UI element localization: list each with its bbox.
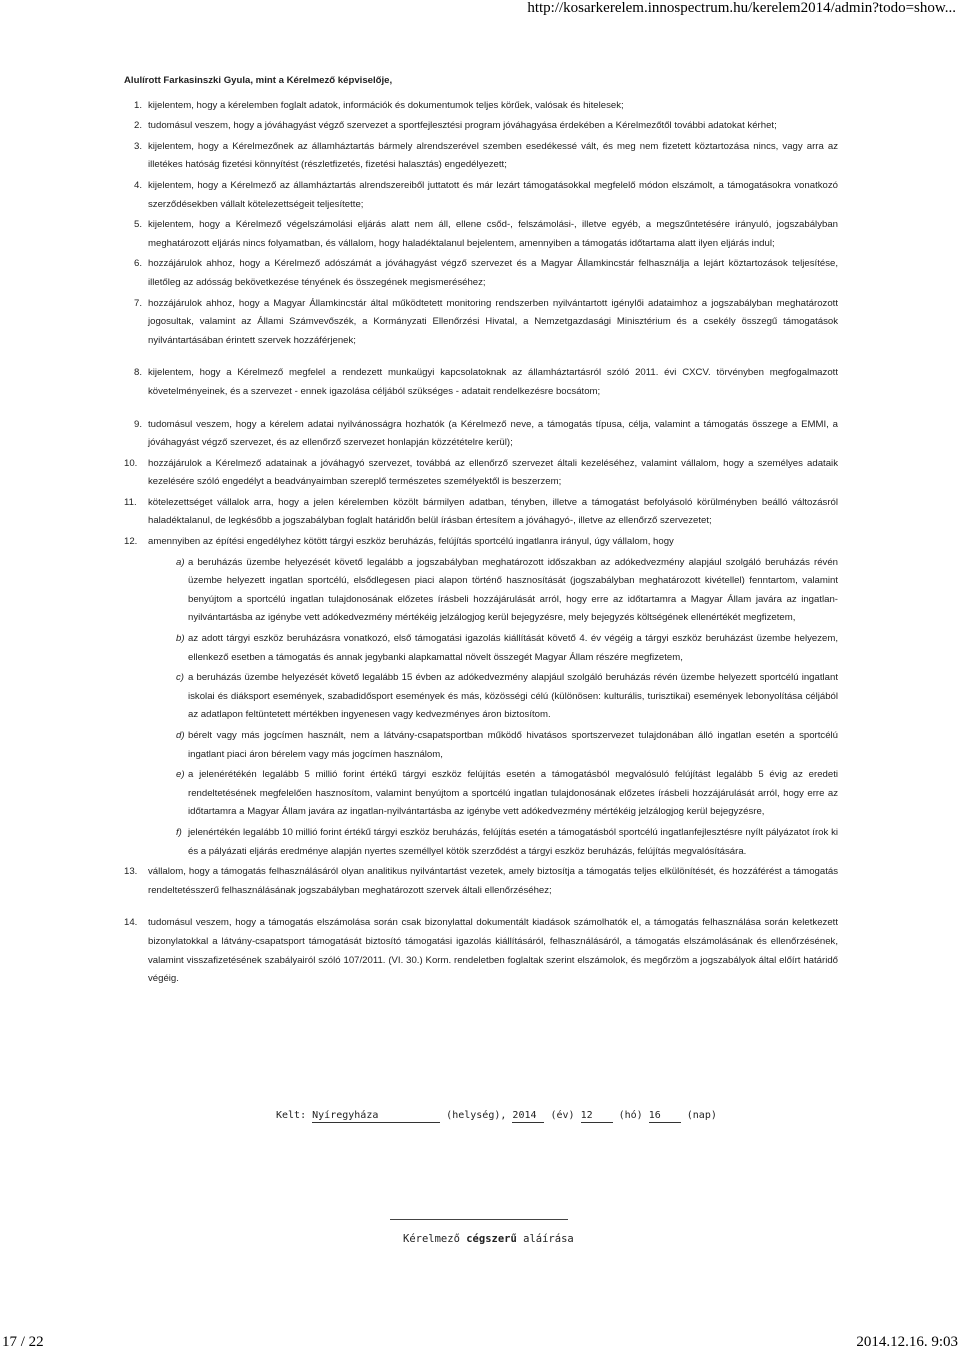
declaration-item-5 [124,216,838,253]
item-text: tudomásul veszem, hogy a kérelem adatai nyilvánosságra hozhatók (a Kérelmező neve, a támogatás típusa, célja, valamint a támogatás összege a EMMI, a jóváhagyást végző szervezet, és az ellenőrző szervezet honlapján közzétételre kerül); [148,418,838,449]
subitem-f [124,824,838,861]
signature-label-post: aláírása [523,1233,574,1245]
item-number: 7. [134,297,143,309]
item-text: kötelezettséget vállalok arra, hogy a jelen kérelemben közölt bármilyen adatban, tényben, illetve a támogatást befolyásoló körülményben beálló változásról haladéktalanul, de legkésőbb a jogszabályban foglalt határidőn belül írásban értesítem a jóváhagyó-, illetve az ellenőrző szervezetet; [148,496,838,527]
item-number: 14. [124,917,138,929]
item-text: kijelentem, hogy a Kérelmező megfelel a rendezett munkaügyi kapcsolatoknak az államháztartásról szóló 2011. évi CXCV. törvényben megfogalmazott követelményeinek, és a szervezet - ennek igazolása céljából szükséges - adatait rendelkezésre bocsátom; [148,367,838,397]
signature-label-bold: cégszerű [466,1233,517,1245]
place-field: Nyíregyháza [312,1110,440,1123]
declaration-item-4 [124,177,838,214]
item-text: tudomásul veszem, hogy a támogatás elszámolása során csak bizonylattal dokumentált kiadások számolhatók el, a támogatás felhasználása során keletkezett bizonylatokkal a látvány-csapatsport támogatását biztosító támogatási igazolás kiállításáról, felhasználásáról, a támogatás elszámolásának és ellenőrzésének, valamint visszafizetésének szabályairól szóló 107/2011. (VI. 30.) Korm. rendeletben foglaltak szerint elszámolok, és megőrzöm a jogszabályok által előírt határidő végéig. [148,917,838,985]
kelt-label: Kelt: [276,1110,307,1121]
item-number: 6. [134,258,143,270]
item-text: hozzájárulok a Kérelmező adatainak a jóváhagyó szervezet, továbbá az ellenőrző szervezet általi kezeléséhez, valamint vállalom, hogy a személyes adataik kezelésére szóló engedélyt a beadványaimban szereplő természetes személyektől is beszerzem; [148,457,838,488]
declaration-item-13 [124,863,838,900]
year-field: 2014 [512,1110,544,1123]
declaration-item-11 [124,494,838,531]
item-text: kijelentem, hogy a kérelemben foglalt adatok, információk és dokumentumok teljes körűek, valósak és hitelesek; [148,99,624,111]
print-url-header: http://kosarkerelem.innospectrum.hu/kerelem2014/admin?todo=show... [527,0,956,16]
subitem-letter: e) [176,769,185,781]
item-text: kijelentem, hogy a Kérelmezőnek az államháztartás bármely alrendszerével szemben esedékessé vált, és meg nem fizetett köztartozása nincs, vagy arra az illetékes hatóság fizetési könnyítést (részletfizetés, fizetési halasztás) engedélyezett; [148,140,838,171]
item-number: 3. [134,140,143,152]
month-label: (hó) [618,1110,643,1121]
item-text: hozzájárulok ahhoz, hogy a Magyar Államkincstár által működtetett monitoring rendszerben nyilvántartott igénylői adataimhoz a jogszabályban meghatározott jogosultak, valamint az Állami Számvevőszék, a Kormányzati Ellenőrzési Hivatal, a Nemzetgazdasági Minisztérium és a csekély összegű támogatások nyilvántartásában érintett szervek hozzáférjenek; [148,297,838,346]
declaration-item-7 [124,295,838,351]
declaration-item-14 [124,914,838,988]
print-datetime: 2014.12.16. 9:03 [856,1334,958,1350]
item-text: vállalom, hogy a támogatás felhasználásáról olyan analitikus nyilvántartást vezetek, amely biztosítja a támogatás teljes elkülönítését, és hozzáférést a támogatás rendeltetésszerű felhasználásának jogszabályban meghatározott szervek általi ellenőrzéséhez; [148,866,838,896]
declaration-item-2 [124,117,838,136]
item-number: 8. [134,367,143,379]
declaration-item-10 [124,455,838,492]
item-number: 12. [124,536,138,548]
day-label: (nap) [686,1110,717,1121]
subitem-letter: f) [176,826,182,838]
item-number: 10. [124,457,138,469]
signature-label-pre: Kérelmező [403,1233,460,1245]
subitem-letter: a) [176,556,185,568]
subitem-text: a jelenérétékén legalább 5 millió forint értékű tárgyi eszköz felújítás esetén a támogatásból megvalósuló felújítást legalább 5 évig az eredeti rendeltetésének megfelelően hasznosítom, valamint benyújtom a sportcélú ingatlan tulajdonosának előzetes írásbeli hozzájárulását arról, hogy erre az időtartamra a Magyar Állam javára az ingatlan-nyilvántartásba az igénybe vett adókedvezmény mértékéig jelzálogjog kerül bejegyzésre, [188,769,838,818]
subitem-a [124,554,838,628]
item-number: 11. [124,496,137,508]
declaration-item-6 [124,255,838,292]
subitem-e [124,766,838,822]
declaration-body [124,72,838,991]
signature-label [403,1233,574,1245]
signature-line [390,1219,568,1220]
item-text: tudomásul veszem, hogy a jóváhagyást végző szervezet a sportfejlesztési program jóváhagyása érdekében a Kérelmezőtől további adatokat kérhet; [148,120,777,132]
item-text: kijelentem, hogy a Kérelmező az államháztartás alrendszereiből juttatott és már lezárt támogatásokkal megfelelő módon elszámolt, a támogatásokra vonatkozó szerződésekben vállalt kötelezettségeit teljesítette; [148,179,838,210]
subitem-letter: d) [176,730,185,741]
day-field: 16 [649,1110,681,1123]
subitem-text: bérelt vagy más jogcímen használt, nem a látvány-csapatsportban működő hivatásos sportszervezet tulajdonában álló ingatlan esetén a sportcélú ingatlant piaci áron bérelem vagy más jogcímen használom, [188,730,838,760]
declaration-item-1 [124,97,838,116]
item-text: amennyiben az építési engedélyhez kötött tárgyi eszköz beruházás, felújítás sportcélú ingatlanra irányul, úgy vállalom, hogy [148,536,674,548]
item-text: kijelentem, hogy a Kérelmező végelszámolási eljárás alatt nem áll, ellene csőd-, felszámolási-, illetve egyéb, a megszűntetésére irányuló, jogszabályban meghatározott eljárás nincs folyamatban, és vállalom, hogy haladéktalanul bejelentem, amennyiben a támogatás időtartama alatt ilyen eljárás indul; [148,219,838,249]
subitem-text: a beruházás üzembe helyezését követő legalább a jogszabályban meghatározott időszakban az adókedvezmény alapjául szolgáló beruházás révén üzembe helyezett ingatlan sportcélú, elsődlegesen piaci alapon történő hasznosítását (jogszabályban meghatározott kivétellel) fenntartom, valamint benyújtom a sportcélú ingatlan tulajdonosának előzetes írásbeli hozzájárulását arról, hogy erre az időtartamra a Magyar Állam javára az ingatlan-nyilvántartásba az igénybe vett adókedvezmény mértékéig jelzálogjog kerül bejegyzésre, mely bejegyzés költségének ellenértékét megfizetem, [188,556,838,624]
subitem-c [124,669,838,725]
place-label: (helység), [446,1110,507,1121]
item-number: 13. [124,866,138,878]
subitem-letter: c) [176,672,184,684]
subitem-letter: b) [176,633,185,645]
subitem-text: a beruházás üzembe helyezését követő legalább 15 évben az adókedvezmény alapjául szolgáló beruházás révén üzembe helyezett sportcélú ingatlant iskolai és diáksport események, szabadidősport események és más, közösségi célú (különösen: kulturális, turisztikai) események lebonyolítása céljából az adatlapon feltüntetett mértékben ingyenesen vagy kedvezményes áron biztosítom. [188,672,838,721]
declaration-item-12 [124,533,838,552]
declaration-item-8 [124,364,838,401]
month-field: 12 [581,1110,613,1123]
date-place-line [276,1110,717,1123]
item-number: 2. [134,120,143,132]
declaration-item-3 [124,138,838,175]
item-number: 5. [134,219,143,231]
subitem-text: jelenértékén legalább 10 millió forint értékű tárgyi eszköz beruházás, felújítás esetén a támogatásból sportcélú ingatlanfejlesztésre nyílt pályázatot írok ki és a pályázati eljárás eredménye alapján nyertes személlyel kötök szerződést a tárgyi eszköz beruházás, felújítás megvalósítására. [188,826,838,857]
subitem-d [124,727,838,764]
item-text: hozzájárulok ahhoz, hogy a Kérelmező adószámát a jóváhagyást végző szervezet és a Magyar Államkincstár felhasználja a lejárt köztartozások teljesítése, illetőleg az adósság bekövetkezése tényének és összegének megismeréséhez; [148,258,838,288]
declaration-item-9 [124,416,838,453]
page-counter: 17 / 22 [2,1334,44,1350]
subitem-text: az adott tárgyi eszköz beruházásra vonatkozó, első támogatási igazolás kiállítását követő 4. év végéig a tárgyi eszköz beruházást üzembe helyezem, ellenkező esetben a támogatás és annak jegybanki alapkamattal növelt összegét Magyar Állam részére megfizetem, [188,633,838,663]
item-number: 1. [134,99,143,111]
item-number: 4. [134,179,143,191]
item-number: 9. [134,418,143,430]
declarant-intro: Alulírott Farkasinszki Gyula, mint a Kérelmező képviselője, [124,75,393,86]
year-label: (év) [550,1110,575,1121]
subitem-b [124,630,838,667]
